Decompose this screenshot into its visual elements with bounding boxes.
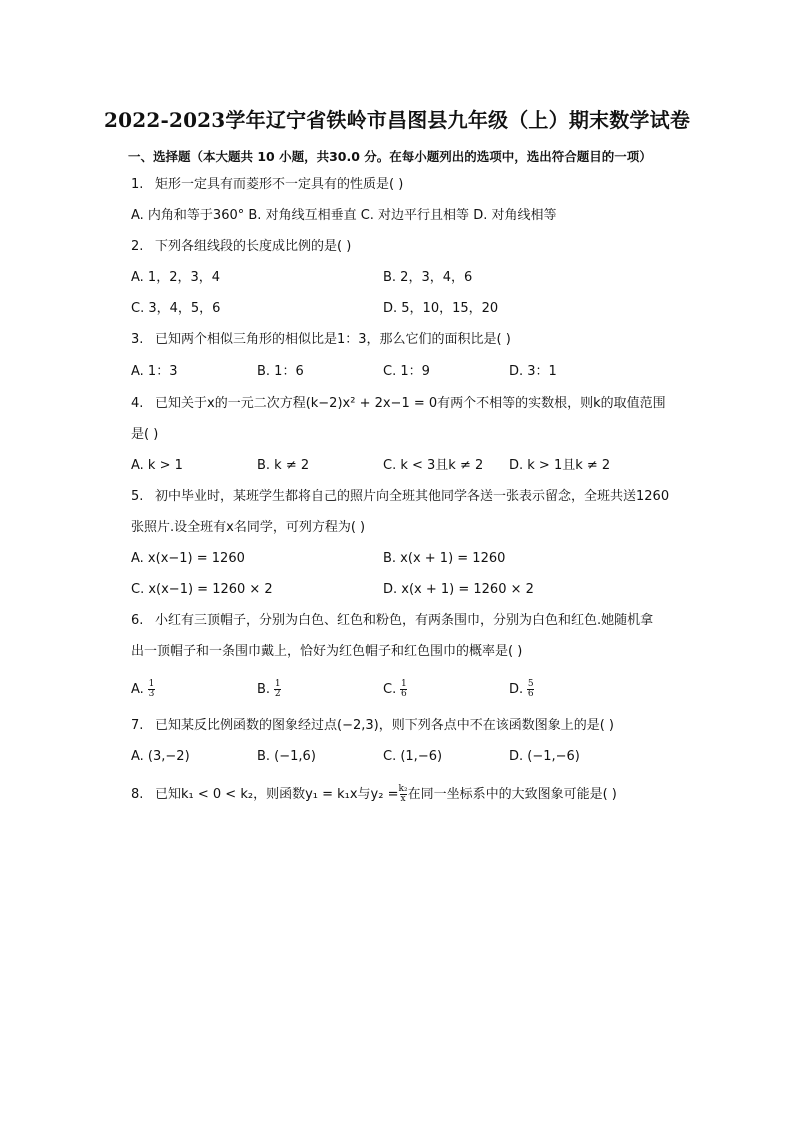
denominator: 6	[400, 689, 407, 699]
question-5-stem-line1	[131, 488, 669, 506]
question-number: 5.	[131, 489, 144, 504]
question-text: 下列各组线段的长度成比例的是( )	[155, 239, 352, 254]
option-d	[509, 680, 534, 699]
option-b: B. 对角线互相垂直	[248, 208, 357, 223]
question-4-stem-line1	[131, 395, 666, 413]
fraction	[399, 785, 408, 804]
option-a: A. (3,−2)	[131, 749, 190, 764]
option-d: D. 对角线相等	[473, 208, 557, 223]
question-number: 4.	[131, 396, 144, 411]
page-title: 2022-2023学年辽宁省铁岭市昌图县九年级（上）期末数学试卷	[103, 108, 691, 132]
denominator: 6	[527, 689, 534, 699]
option-d: D. 3：1	[509, 364, 557, 379]
numerator: 1	[148, 679, 155, 689]
option-b: B. (−1,6)	[257, 749, 316, 764]
numerator: 5	[527, 679, 534, 689]
fraction	[400, 680, 407, 699]
fraction	[148, 680, 155, 699]
question-1-options	[131, 207, 556, 225]
option-c	[383, 680, 407, 699]
question-number: 7.	[131, 718, 144, 733]
option-d: D. x(x + 1) = 1260 × 2	[383, 582, 534, 597]
option-c: C. (1,−6)	[383, 749, 443, 764]
question-8-stem	[131, 785, 617, 804]
option-label: A.	[131, 682, 144, 697]
option-label: B.	[257, 682, 271, 697]
question-2-stem	[131, 238, 351, 256]
option-c: C. 3，4，5，6	[131, 301, 221, 316]
option-b: B. k ≠ 2	[257, 458, 310, 473]
question-number: 1.	[131, 177, 144, 192]
option-a: A. k > 1	[131, 458, 183, 473]
section-heading: 一、选择题（本大题共 10 小题，共30.0 分。在每小题列出的选项中，选出符合题目的一项）	[128, 149, 652, 164]
option-a: A. x(x−1) = 1260	[131, 551, 245, 566]
question-text: 初中毕业时，某班学生都将自己的照片向全班其他同学各送一张表示留念，全班共送1260	[155, 489, 670, 504]
question-text: 矩形一定具有而菱形不一定具有的性质是( )	[155, 177, 404, 192]
option-a: A. 1，2，3，4	[131, 270, 221, 285]
option-b: B. 1：6	[257, 364, 304, 379]
option-c: C. x(x−1) = 1260 × 2	[131, 582, 273, 597]
question-1-stem	[131, 176, 403, 194]
question-number: 3.	[131, 332, 144, 347]
denominator: x	[400, 794, 406, 804]
question-6-stem-line1	[131, 612, 653, 630]
question-text: 已知两个相似三角形的相似比是1：3，那么它们的面积比是( )	[155, 332, 511, 347]
option-a: A. 内角和等于360°	[131, 208, 245, 223]
option-label: C.	[383, 682, 397, 697]
fraction	[527, 680, 534, 699]
numerator: k₂	[398, 784, 408, 794]
option-c: C. 对边平行且相等	[360, 208, 470, 223]
question-4-stem-line2: 是( )	[131, 427, 159, 442]
option-b	[257, 680, 281, 699]
question-text: 小红有三顶帽子，分别为白色、红色和粉色，有两条围巾，分别为白色和红色.她随机拿	[155, 613, 654, 628]
question-number: 6.	[131, 613, 144, 628]
numerator: 1	[400, 679, 407, 689]
numerator: 1	[274, 679, 281, 689]
option-c: C. 1：9	[383, 364, 430, 379]
question-number: 8.	[131, 787, 144, 802]
option-label: D.	[509, 682, 524, 697]
option-b: B. x(x + 1) = 1260	[383, 551, 506, 566]
question-6-stem-line2: 出一顶帽子和一条围巾戴上，恰好为红色帽子和红色围巾的概率是( )	[131, 644, 523, 659]
option-a	[131, 680, 155, 699]
option-d: D. k > 1且k ≠ 2	[509, 458, 611, 473]
option-c: C. k < 3且k ≠ 2	[383, 458, 484, 473]
fraction	[274, 680, 281, 699]
option-d: D. 5，10，15，20	[383, 301, 499, 316]
question-text-post: 在同一坐标系中的大致图象可能是( )	[407, 787, 617, 802]
question-text: 已知关于x的一元二次方程(k−2)x² + 2x−1 = 0有两个不相等的实数根，则k的取值范围	[155, 396, 666, 411]
question-7-stem	[131, 717, 614, 735]
question-text-pre: 已知k₁ < 0 < k₂，则函数y₁ = k₁x与y₂ =	[155, 787, 399, 802]
question-number: 2.	[131, 239, 144, 254]
denominator: 2	[274, 689, 281, 699]
question-text: 已知某反比例函数的图象经过点(−2,3)，则下列各点中不在该函数图象上的是( )	[155, 718, 614, 733]
option-b: B. 2，3，4，6	[383, 270, 473, 285]
option-d: D. (−1,−6)	[509, 749, 580, 764]
denominator: 3	[148, 689, 155, 699]
question-3-stem	[131, 331, 511, 349]
option-a: A. 1：3	[131, 364, 178, 379]
question-5-stem-line2: 张照片.设全班有x名同学，可列方程为( )	[131, 520, 366, 535]
